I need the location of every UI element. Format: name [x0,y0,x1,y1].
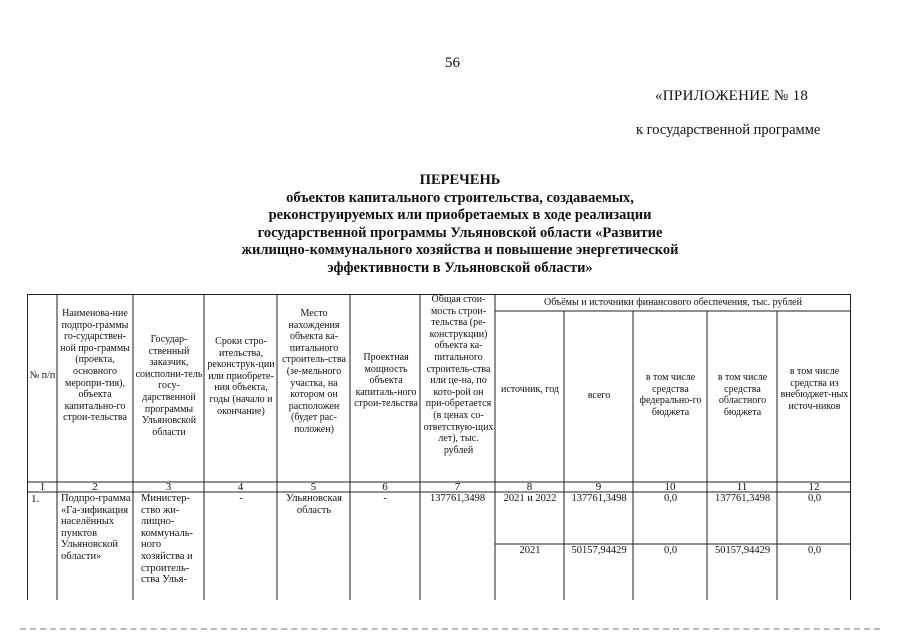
column-number: 3 [165,481,172,493]
row-source: 2021 и 2022 [503,493,557,504]
header-terms: Сроки стро-ительства, реконструк-ции или приобрете-ния объекта, годы (начало и окончание) [207,336,275,417]
heading-line: государственной программы Ульяновской области «Развитие [257,224,663,241]
header-customer: Государ-ственный заказчик, соисполни-тель госу-дарственной программы Ульяновской области [135,334,203,438]
row-regional: 137761,3498 [714,493,771,504]
heading-line: жилищно-коммунального хозяйства и повышение энергетической [241,242,679,258]
column-number: 12 [808,481,820,493]
row-federal: 0,0 [663,545,678,556]
column-number: 1 [39,481,46,493]
header-total-cost: Общая стои-мость строи-тельства (ре-конструкции) объекта ка-питального строитель-ства или це-на, по кото-рой он при-обретается (в ценах со-ответствую-щих лет), тыс. рублей [423,294,494,456]
row-all: 50157,94429 [571,545,627,556]
header-num: № п/п [29,370,56,381]
row-customer: Министер-ство жи-лищно-коммуналь-ного хозяйства и строитель-ства Улья- [141,493,194,586]
column-number: 11 [736,481,748,493]
column-number: 8 [526,481,533,493]
header-all: всего [587,390,611,401]
column-number: 5 [310,481,317,493]
row-all: 137761,3498 [571,493,627,504]
header-regional: в том числе средства областного бюджета [717,372,768,418]
page-number: 56 [445,55,460,71]
header-location: Место нахождения объекта ка-питального строитель-ства (зе-мельного участка, на котором он расположен (будет рас-положен) [282,308,346,435]
row-capacity: - [383,493,387,504]
row-name: Подпро-грамма «Га-зификация населённых пунктов Ульяновской области» [61,493,131,562]
heading-line: объектов капитального строительства, создаваемых, [286,189,634,206]
header-source: источник, год [500,384,559,395]
heading-line: ПЕРЕЧЕНЬ [419,172,501,188]
column-number: 4 [237,481,244,493]
row-federal: 0,0 [663,493,678,504]
heading-line: эффективности в Ульяновской области» [327,259,593,276]
header-capacity: Проектная мощность объекта капиталь-ного строи-тельства [354,352,418,410]
row-terms: - [239,493,243,504]
header-extra: в том числе средства из внебюджет-ных источ-ников [780,366,849,412]
row-extra: 0,0 [807,493,822,504]
column-number: 6 [382,481,388,493]
column-number: 2 [92,481,98,493]
document-heading [150,172,770,277]
header-federal: в том числе средства федерально-го бюджета [639,372,702,418]
column-number: 7 [454,481,461,493]
header-financing-group: Объёмы и источники финансового обеспечения, тыс. рублей [544,297,802,308]
row-source: 2021 [519,545,541,556]
column-number: 9 [595,481,602,493]
row-total-cost: 137761,3498 [429,493,486,504]
row-number: 1. [31,493,40,505]
row-location: Ульяновская область [286,493,342,516]
appendix-subtitle: к государственной программе [636,122,821,138]
appendix-title: «ПРИЛОЖЕНИЕ № 18 [655,88,809,104]
row-extra: 0,0 [807,545,822,556]
column-number: 10 [664,481,676,493]
row-regional: 50157,94429 [714,545,771,556]
page-bottom-edge [20,628,880,630]
header-name: Наименова-ние подпро-граммы го-сударствен-ной про-граммы (проекта, основного меропри-тия), объекта капитально-го строи-тельства [60,308,130,424]
objects-table [27,294,851,600]
heading-line: реконструируемых или приобретаемых в ходе реализации [268,207,652,223]
